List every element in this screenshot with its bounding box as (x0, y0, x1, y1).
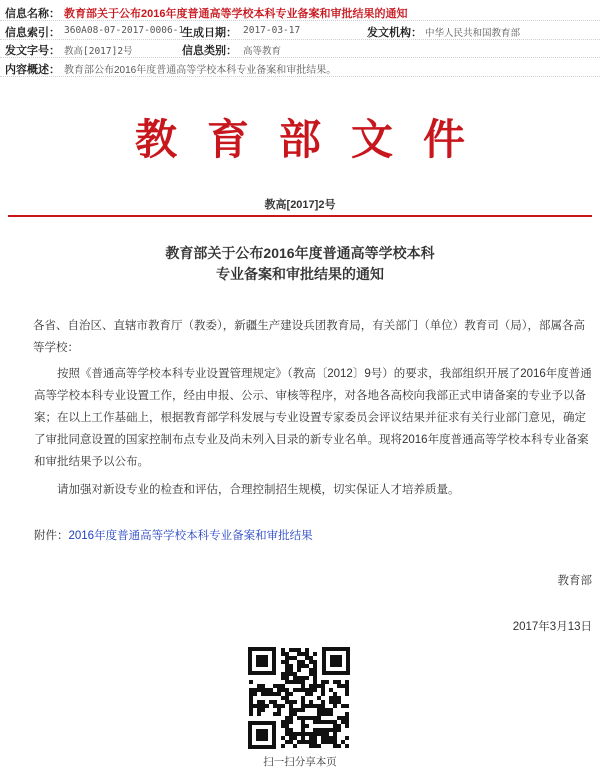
qr-caption: 扫一扫分享本页 (263, 756, 337, 768)
issue-date: 2017年3月13日 (512, 621, 592, 633)
document-number: 教高[2017]2号 (264, 199, 336, 211)
document-title-line-2: 专业备案和审批结果的通知 (216, 266, 384, 282)
date-value: 2017-03-17 (243, 25, 301, 36)
metadata-row-name (0, 3, 600, 21)
index-label: 信息索引： (5, 27, 60, 39)
signer: 教育部 (557, 575, 592, 587)
docno-value: 教高[2017]2号 (64, 46, 133, 57)
docno-label: 发文字号： (5, 45, 60, 57)
name-label: 信息名称： (5, 8, 60, 20)
metadata-panel (0, 0, 600, 81)
main-paragraph: 按照《普通高等学校本科专业设置管理规定》（教高〔2012〕9号）的要求，我部组织开展了2016年度普通高等学校本科专业设置工作，经由申报、公示、审核等程序，对各地各高校向我部正式申请备案的专业予以备案；在以上工作基础上，根据教育部学科发展与专业设置专家委员会评议结果并征求有关行业部门意见，确定了审批同意设置的国家控制布点专业及尚未列入目录的新专业名单。现将2016年度普通高等学校本科专业备案和审批结果予以公布。 (34, 368, 592, 468)
qr-code-icon (244, 643, 354, 753)
red-divider (8, 215, 592, 217)
category-label: 信息类别： (182, 45, 237, 57)
name-value: 教育部关于公布2016年度普通高等学校本科专业备案和审批结果的通知 (64, 8, 408, 20)
attachment-label: 附件： (34, 530, 69, 542)
category-value: 高等教育 (243, 46, 282, 57)
metadata-row-summary (0, 59, 600, 77)
index-value: 360A08-07-2017-0006-1 (64, 25, 185, 36)
metadata-row-docno (0, 40, 600, 58)
attachment-line (34, 525, 592, 547)
salutation: 各省、自治区、直辖市教育厅（教委），新疆生产建设兵团教育局，有关部门（单位）教育司（局），部属各高等学校： (33, 320, 585, 354)
issuer-header: 教育部文件 (134, 115, 495, 164)
document-title (0, 243, 600, 285)
document-title-line-1: 教育部关于公布2016年度普通高等学校本科 (165, 245, 435, 261)
summary-value: 教育部公布2016年度普通高等学校本科专业备案和审批结果。 (64, 65, 337, 76)
date-label: 生成日期： (182, 27, 237, 39)
metadata-row-index (0, 22, 600, 40)
org-value: 中华人民共和国教育部 (425, 28, 521, 39)
org-label: 发文机构： (367, 27, 422, 39)
summary-label: 内容概述： (5, 64, 60, 76)
request-paragraph: 请加强对新设专业的检查和评估，合理控制招生规模，切实保证人才培养质量。 (57, 484, 460, 496)
attachment-link[interactable]: 2016年度普通高等学校本科专业备案和审批结果 (68, 530, 313, 542)
